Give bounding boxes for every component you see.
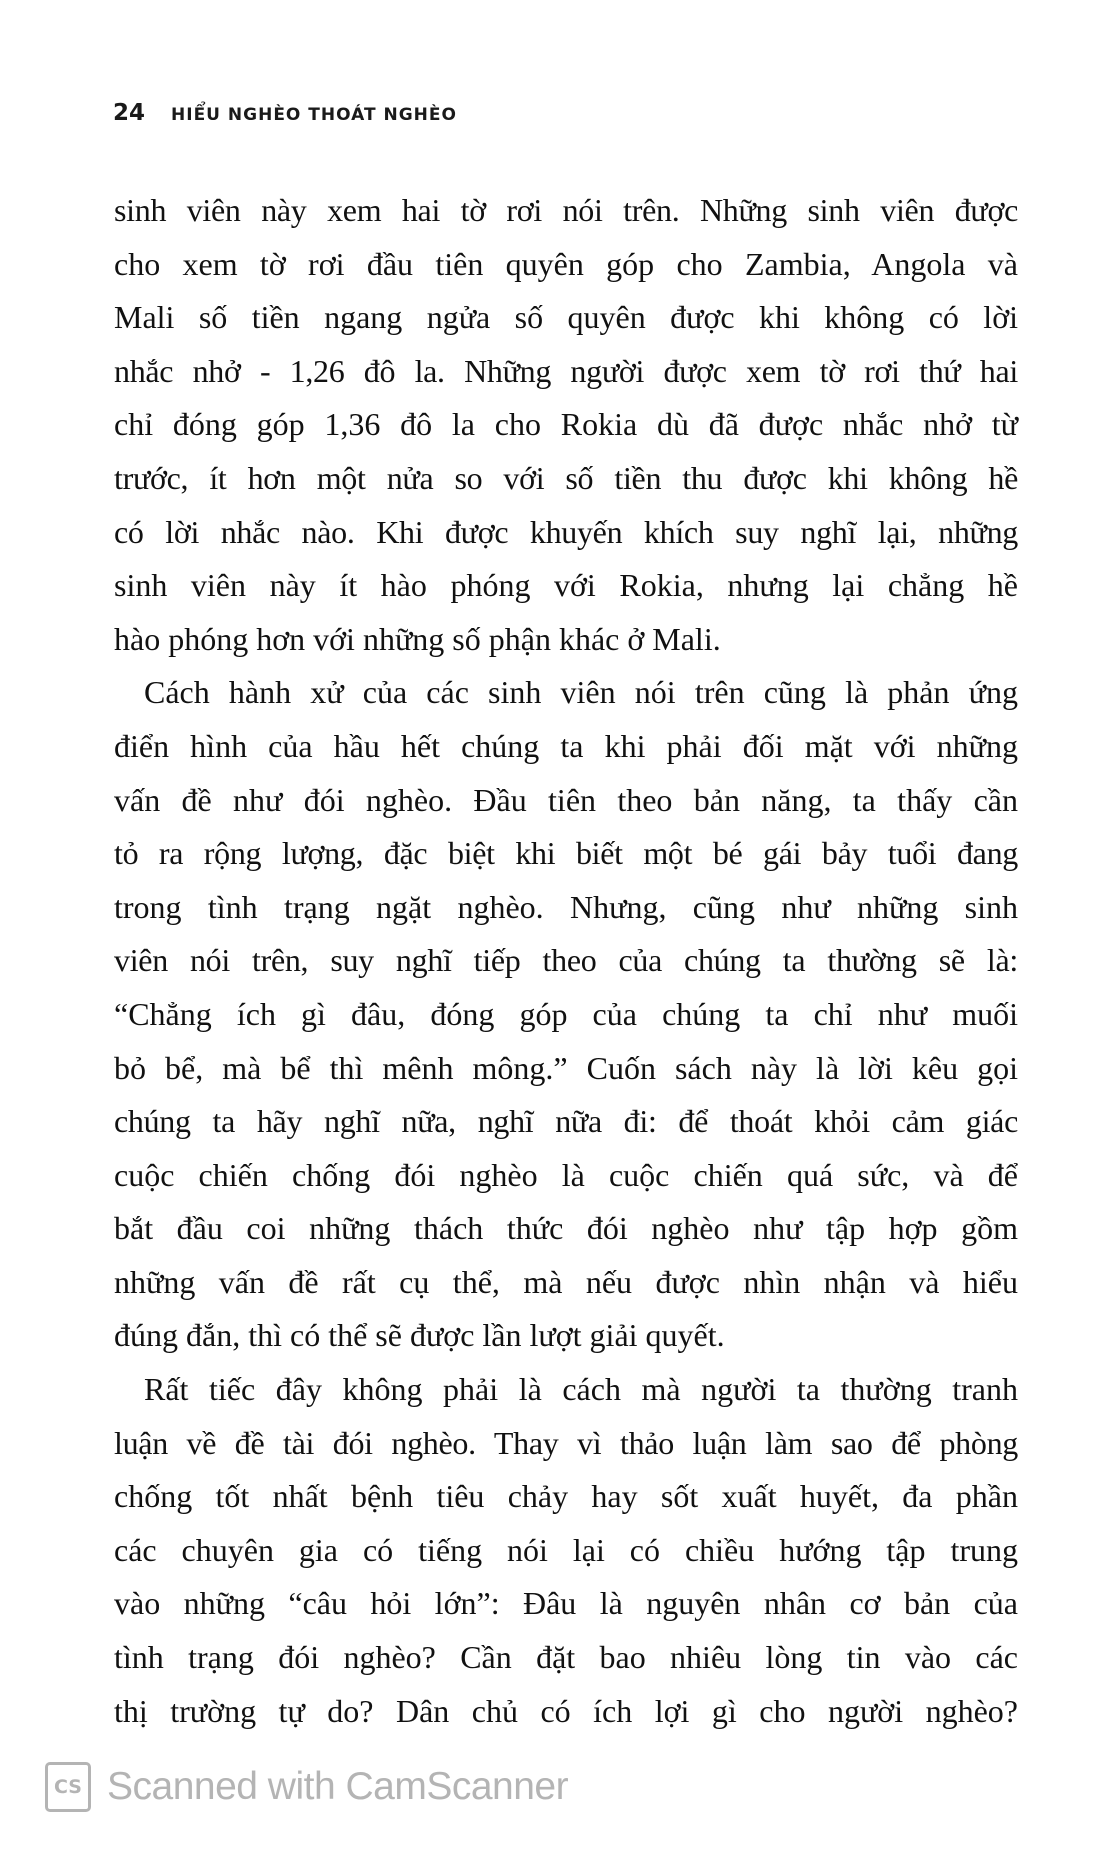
paragraph [114, 666, 1018, 1363]
running-title: HIỂU NGHÈO THOÁT NGHÈO [171, 105, 457, 125]
text-line: hào phóng hơn với những số phận khác ở Mali. [114, 620, 721, 657]
body-text [114, 184, 1018, 1738]
page-number: 24 [113, 100, 146, 126]
text-line: nhắc nhở - 1,26 đô la. Những người được xem tờ rơi thứ hai [114, 352, 1018, 389]
text-line: vào những “câu hỏi lớn”: Đâu là nguyên nhân cơ bản của [114, 1585, 1018, 1622]
text-line: chỉ đóng góp 1,36 đô la cho Rokia dù đã được nhắc nhở từ [114, 406, 1018, 443]
text-line: viên nói trên, suy nghĩ tiếp theo của chúng ta thường sẽ là: [114, 942, 1018, 979]
text-line: bắt đầu coi những thách thức đói nghèo như tập hợp gồm [114, 1210, 1018, 1247]
text-line: chống tốt nhất bệnh tiêu chảy hay sốt xuất huyết, đa phần [114, 1478, 1018, 1515]
text-line: có lời nhắc nào. Khi được khuyến khích suy nghĩ lại, những [114, 513, 1018, 550]
text-line: những vấn đề rất cụ thể, mà nếu được nhìn nhận và hiểu [114, 1263, 1018, 1300]
text-line: bỏ bể, mà bể thì mênh mông.” Cuốn sách này là lời kêu gọi [114, 1049, 1018, 1086]
text-line: vấn đề như đói nghèo. Đầu tiên theo bản năng, ta thấy cần [114, 781, 1018, 818]
text-line: thị trường tự do? Dân chủ có ích lợi gì cho người nghèo? [114, 1692, 1018, 1729]
paragraph [114, 184, 1018, 666]
text-line: luận về đề tài đói nghèo. Thay vì thảo luận làm sao để phòng [114, 1424, 1018, 1461]
text-line: đúng đắn, thì có thể sẽ được lần lượt giải quyết. [114, 1317, 725, 1354]
text-line: tình trạng đói nghèo? Cần đặt bao nhiêu lòng tin vào các [114, 1639, 1018, 1676]
text-line: các chuyên gia có tiếng nói lại có chiều hướng tập trung [114, 1531, 1018, 1568]
text-line: cuộc chiến chống đói nghèo là cuộc chiến quá sức, và để [114, 1156, 1018, 1193]
text-line: Cách hành xử của các sinh viên nói trên cũng là phản ứng [144, 674, 1018, 711]
text-line: điển hình của hầu hết chúng ta khi phải đối mặt với những [114, 727, 1018, 764]
camscanner-watermark [45, 1762, 568, 1812]
camscanner-logo-icon: CS [45, 1762, 91, 1812]
text-line: cho xem tờ rơi đầu tiên quyên góp cho Zambia, Angola và [114, 245, 1018, 282]
running-header [113, 100, 457, 126]
text-line: sinh viên này ít hào phóng với Rokia, nhưng lại chẳng hề [114, 567, 1018, 604]
text-line: trước, ít hơn một nửa so với số tiền thu được khi không hề [114, 459, 1018, 496]
text-line: sinh viên này xem hai tờ rơi nói trên. Những sinh viên được [114, 192, 1018, 228]
paragraph [114, 1363, 1018, 1738]
text-line: trong tình trạng ngặt nghèo. Nhưng, cũng như những sinh [114, 888, 1018, 925]
watermark-text: Scanned with CamScanner [107, 1765, 569, 1808]
text-line: chúng ta hãy nghĩ nữa, nghĩ nữa đi: để thoát khỏi cảm giác [114, 1103, 1018, 1140]
text-line: Rất tiếc đây không phải là cách mà người ta thường tranh [144, 1371, 1018, 1408]
text-line: Mali số tiền ngang ngửa số quyên được khi không có lời [114, 299, 1018, 336]
text-line: tỏ ra rộng lượng, đặc biệt khi biết một bé gái bảy tuổi đang [114, 835, 1018, 872]
text-line: “Chẳng ích gì đâu, đóng góp của chúng ta chỉ như muối [114, 995, 1018, 1032]
